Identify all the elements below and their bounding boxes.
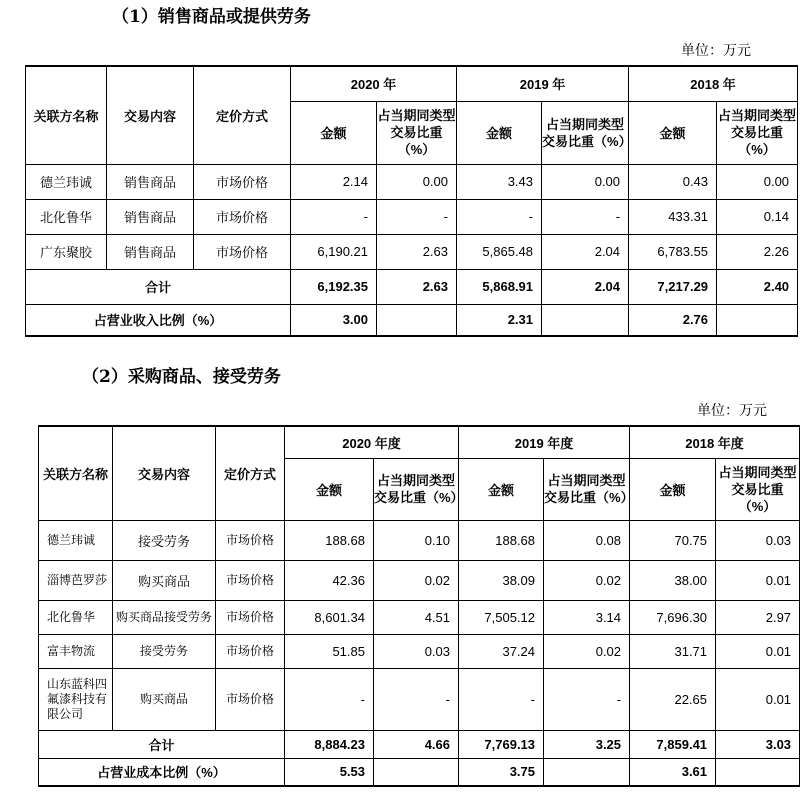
cell-content: 接受劳务 [113,634,216,668]
table-row [39,668,800,730]
cell-ratio-2018: 0.03 [716,520,800,560]
total-ratio-2018: 3.03 [716,730,800,758]
cell-amount-2019: - [457,199,542,234]
cell-party: 德兰玮诚 [26,164,107,199]
cell-amount-2020: 6,190.21 [291,234,377,269]
total-ratio-2019: 3.25 [544,730,630,758]
header-amount: 金额 [291,101,377,164]
cell-ratio-2018: 0.14 [717,199,798,234]
cell-content: 销售商品 [107,164,194,199]
table-row [26,164,798,199]
total-label: 合计 [26,269,291,304]
cell-pricing: 市场价格 [216,634,285,668]
cell-ratio-2020: - [374,668,459,730]
cell-pricing: 市场价格 [216,600,285,634]
cell-ratio-2019: 0.00 [542,164,629,199]
cell-amount-2018: 433.31 [629,199,717,234]
cell-party: 淄博芭罗莎 [39,560,113,600]
cost-ratio-2020: 5.53 [285,758,374,786]
cell-ratio-2020: 0.00 [377,164,457,199]
cell-amount-2019: 3.43 [457,164,542,199]
cell-amount-2018: 31.71 [630,634,716,668]
revenue-ratio-label: 占营业收入比例（%） [26,304,291,336]
cell-amount-2019: 37.24 [459,634,544,668]
total-amount-2018: 7,217.29 [629,269,717,304]
cell-ratio-2020: 2.63 [377,234,457,269]
cell-amount-2019: 188.68 [459,520,544,560]
revenue-ratio-2018: 2.76 [629,304,717,336]
revenue-ratio-2019: 2.31 [457,304,542,336]
cell-ratio-2020: - [377,199,457,234]
cell-amount-2020: 42.36 [285,560,374,600]
cell-ratio-2019: 2.04 [542,234,629,269]
header-party: 关联方名称 [39,426,113,520]
unit-label-sales: 单位：万元 [681,42,751,58]
header-content: 交易内容 [113,426,216,520]
cell-content: 购买商品 [113,668,216,730]
revenue-ratio-2020: 3.00 [291,304,377,336]
cell-amount-2019: 38.09 [459,560,544,600]
header-year-2018: 2018 年 [629,66,798,101]
cell-amount-2020: - [291,199,377,234]
cell-amount-2018: 0.43 [629,164,717,199]
table-row [39,520,800,560]
cell-ratio-2018: 0.01 [716,634,800,668]
unit-label-purchases: 单位：万元 [697,402,767,418]
cell-amount-2019: 7,505.12 [459,600,544,634]
cell-amount-2018: 7,696.30 [630,600,716,634]
header-content: 交易内容 [107,66,194,164]
cell-ratio-2018: 2.26 [717,234,798,269]
cell-ratio-2018: 0.01 [716,668,800,730]
cell-pricing: 市场价格 [216,520,285,560]
cell-pricing: 市场价格 [194,164,291,199]
cell-party: 北化鲁华 [39,600,113,634]
cell-content: 购买商品接受劳务 [113,600,216,634]
header-year-2019: 2019 年 [457,66,629,101]
cell-amount-2020: 2.14 [291,164,377,199]
cell-content: 接受劳务 [113,520,216,560]
cell-amount-2020: 51.85 [285,634,374,668]
cell-party: 广东聚胶 [26,234,107,269]
table-row [39,600,800,634]
cell-amount-2018: 6,783.55 [629,234,717,269]
header-amount: 金额 [629,101,717,164]
table-row [39,560,800,600]
cell-content: 销售商品 [107,199,194,234]
header-amount: 金额 [459,458,544,520]
table-row [39,634,800,668]
header-pricing: 定价方式 [216,426,285,520]
cell-party: 德兰玮诚 [39,520,113,560]
cell-party: 山东蓝科四氟漆科技有限公司 [39,668,113,730]
cell-amount-2018: 22.65 [630,668,716,730]
cell-ratio-2020: 4.51 [374,600,459,634]
cell-pricing: 市场价格 [194,234,291,269]
section-title-purchases: （2）采购商品、接受劳务 [82,367,281,387]
purchases-table [38,425,800,787]
header-ratio: 占当期同类型交易比重（%） [716,458,800,520]
cell-ratio-2018: 2.97 [716,600,800,634]
header-pricing: 定价方式 [194,66,291,164]
total-amount-2019: 7,769.13 [459,730,544,758]
header-ratio: 占当期同类型交易比重（%） [544,458,630,520]
total-ratio-2019: 2.04 [542,269,629,304]
cell-ratio-2019: 0.08 [544,520,630,560]
cell-amount-2020: 188.68 [285,520,374,560]
table-row [26,234,798,269]
total-row [26,269,798,304]
cell-party: 北化鲁华 [26,199,107,234]
header-ratio: 占当期同类型交易比重（%） [542,101,629,164]
header-ratio: 占当期同类型交易比重（%） [377,101,457,164]
cell-ratio-2020: 0.03 [374,634,459,668]
header-year-2020: 2020 年度 [285,426,459,458]
total-label: 合计 [39,730,285,758]
cell-amount-2020: - [285,668,374,730]
header-year-2018: 2018 年度 [630,426,800,458]
total-ratio-2020: 2.63 [377,269,457,304]
header-year-2020: 2020 年 [291,66,457,101]
section-title-sales: （1）销售商品或提供劳务 [112,7,311,27]
total-amount-2018: 7,859.41 [630,730,716,758]
total-amount-2019: 5,868.91 [457,269,542,304]
total-ratio-2018: 2.40 [717,269,798,304]
cell-ratio-2020: 0.02 [374,560,459,600]
cell-pricing: 市场价格 [216,668,285,730]
cell-content: 销售商品 [107,234,194,269]
cell-content: 购买商品 [113,560,216,600]
cost-ratio-label: 占营业成本比例（%） [39,758,285,786]
table-row [26,199,798,234]
cell-ratio-2019: 3.14 [544,600,630,634]
cell-ratio-2019: 0.02 [544,634,630,668]
cell-ratio-2019: - [544,668,630,730]
cell-pricing: 市场价格 [216,560,285,600]
cell-party: 富丰物流 [39,634,113,668]
header-ratio: 占当期同类型交易比重（%） [374,458,459,520]
cost-ratio-2019: 3.75 [459,758,544,786]
cell-ratio-2019: 0.02 [544,560,630,600]
cost-ratio-row [39,758,800,786]
total-amount-2020: 6,192.35 [291,269,377,304]
header-ratio: 占当期同类型交易比重（%） [717,101,798,164]
cell-ratio-2019: - [542,199,629,234]
header-party: 关联方名称 [26,66,107,164]
cell-amount-2019: - [459,668,544,730]
header-amount: 金额 [457,101,542,164]
cell-ratio-2018: 0.01 [716,560,800,600]
cell-amount-2020: 8,601.34 [285,600,374,634]
revenue-ratio-row [26,304,798,336]
cost-ratio-2018: 3.61 [630,758,716,786]
header-year-2019: 2019 年度 [459,426,630,458]
cell-ratio-2020: 0.10 [374,520,459,560]
cell-ratio-2018: 0.00 [717,164,798,199]
total-amount-2020: 8,884.23 [285,730,374,758]
total-ratio-2020: 4.66 [374,730,459,758]
cell-amount-2018: 70.75 [630,520,716,560]
sales-table [25,65,798,337]
cell-amount-2018: 38.00 [630,560,716,600]
header-amount: 金额 [285,458,374,520]
header-amount: 金额 [630,458,716,520]
total-row [39,730,800,758]
cell-amount-2019: 5,865.48 [457,234,542,269]
cell-pricing: 市场价格 [194,199,291,234]
